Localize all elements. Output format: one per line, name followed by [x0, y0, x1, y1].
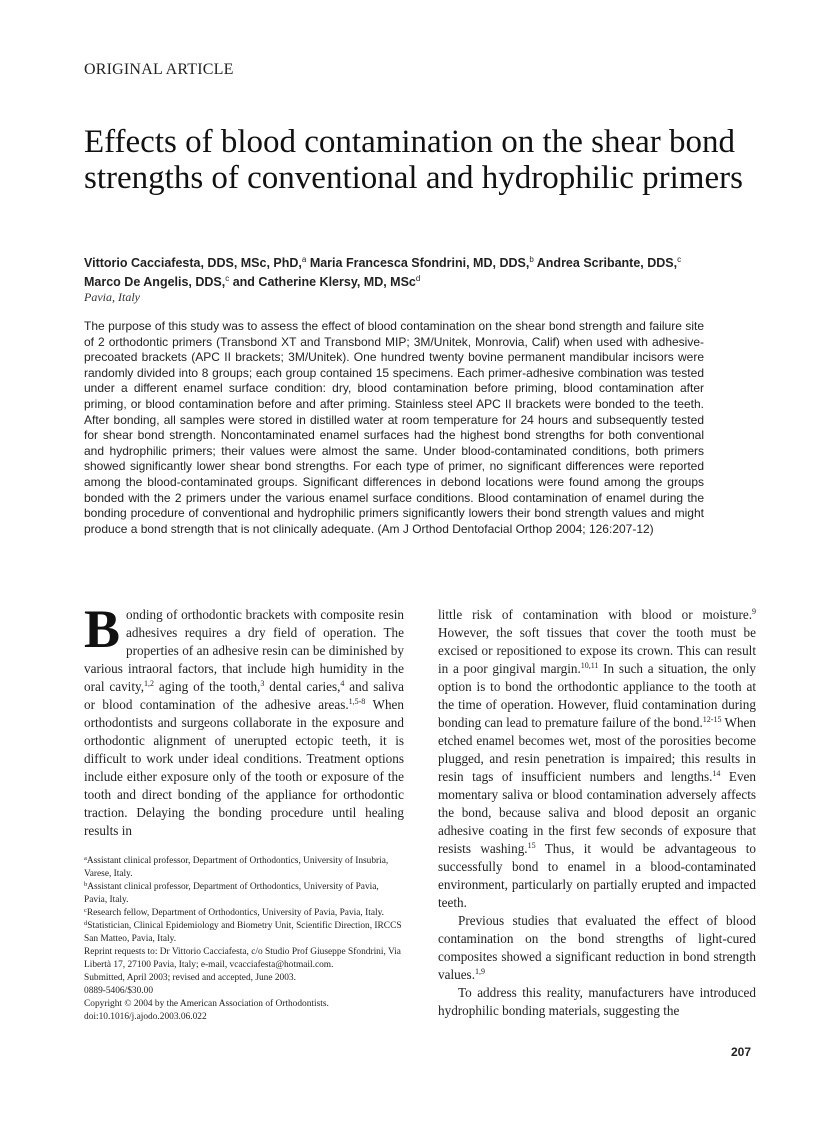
- body-paragraph: [438, 606, 756, 912]
- footnote-marker: a: [84, 855, 87, 862]
- body-text: Even momentary saliva or blood contamination adversely affects the bond, because saliva and blood deposit an organic adhesive coating in the first few seconds of exposure that resists washing.: [438, 769, 756, 856]
- author-affiliation-marker: b: [529, 255, 534, 264]
- section-label: ORIGINAL ARTICLE: [84, 61, 234, 78]
- body-paragraph: [438, 912, 756, 984]
- author-name: Maria Francesca Sfondrini, MD, DDS,: [306, 256, 530, 270]
- article-title: Effects of blood contamination on the shear bond strengths of conventional and hydrophilic primers: [84, 124, 743, 196]
- footnote-marker: c: [84, 907, 87, 914]
- citation: 1,5-8: [348, 697, 366, 706]
- citation: 4: [340, 679, 345, 688]
- body-text: However, the soft tissues that cover the tooth must be excised or repositioned to expose its crown. This can result in a poor gingival margin.: [438, 625, 756, 676]
- author-name: and Catherine Klersy, MD, MSc: [229, 275, 416, 289]
- doi: doi:10.1016/j.ajodo.2003.06.022: [84, 1012, 207, 1022]
- footnote-text: Research fellow, Department of Orthodontics, University of Pavia, Pavia, Italy.: [86, 908, 385, 918]
- citation: 1,9: [475, 967, 485, 976]
- body-text: onding of orthodontic brackets with composite resin adhesives requires a dry field of operation. The properties of an adhesive resin can be diminished by various intraoral factors, that include high humidity in the oral cavity,: [84, 607, 404, 694]
- footnote-marker: b: [84, 881, 88, 888]
- body-text: dental caries,: [264, 679, 341, 694]
- footnote-text: Assistant clinical professor, Department of Orthodontics, University of Pavia, Pavia, Italy.: [84, 882, 379, 905]
- reprint-requests: Reprint requests to: Dr Vittorio Cacciafesta, c/o Studio Prof Giuseppe Sfondrini, Via Libertà 17, 27100 Pavia, Italy; e-mail, vcacciafesta@hotmail.com.: [84, 947, 401, 970]
- issn-price: 0889-5406/$30.00: [84, 986, 154, 996]
- footnote-text: Statistician, Clinical Epidemiology and Biometry Unit, Scientific Direction, IRCCS San Matteo, Pavia, Italy.: [84, 921, 402, 944]
- footnote: [84, 920, 404, 946]
- body-text: In such a situation, the only option is to bond the orthodontic appliance to the tooth at the time of operation. However, fluid contamination during bonding can lead to premature failure of the bond.: [438, 661, 756, 730]
- affiliation-location: Pavia, Italy: [84, 290, 140, 304]
- submission-dates: Submitted, April 2003; revised and accepted, June 2003.: [84, 973, 296, 983]
- drop-cap: B: [84, 599, 121, 659]
- citation: 14: [712, 769, 721, 778]
- citation: 10,11: [580, 661, 599, 670]
- author-list: [84, 254, 764, 292]
- citation: 3: [260, 679, 265, 688]
- citation: 9: [752, 607, 756, 616]
- body-column-left: [84, 599, 404, 840]
- body-text: aging of the tooth,: [154, 679, 261, 694]
- body-paragraph: [438, 984, 756, 1020]
- body-text: and saliva or blood contamination of the adhesive areas.: [84, 679, 404, 712]
- author-name: Andrea Scribante, DDS,: [533, 256, 678, 270]
- footnote: [84, 855, 404, 881]
- footnotes: [84, 855, 404, 1024]
- author-name: Vittorio Cacciafesta, DDS, MSc, PhD,: [84, 256, 302, 270]
- body-text: little risk of contamination with blood or moisture.: [438, 607, 752, 622]
- author-affiliation-marker: c: [677, 255, 682, 264]
- author-name: Marco De Angelis, DDS,: [84, 275, 226, 289]
- body-text: Thus, it would be advantageous to successfully bond to enamel in a blood-contaminated environment, particularly on partially erupted and impacted teeth.: [438, 841, 756, 910]
- body-text: When orthodontists and surgeons collaborate in the exposure and orthodontic alignment of unerupted ectopic teeth, it is difficult to work under ideal conditions. Treatment options include either exposure only of the tooth or exposure of the tooth and direct bonding of the appliance for orthodontic traction. Delaying the bonding procedure until healing results in: [84, 697, 404, 838]
- footnote: [84, 881, 404, 907]
- author-affiliation-marker: d: [415, 274, 421, 283]
- footnote: [84, 907, 404, 920]
- footnote-marker: d: [84, 920, 88, 927]
- body-text: To address this reality, manufacturers have introduced hydrophilic bonding materials, suggesting the: [438, 985, 756, 1018]
- intro-paragraph: [84, 599, 404, 840]
- body-text: Previous studies that evaluated the effect of blood contamination on the bond strengths of light-cured composites showed a significant reduction in bond strength values.: [438, 913, 756, 982]
- page-number: 207: [731, 1045, 752, 1059]
- abstract: The purpose of this study was to assess the effect of blood contamination on the shear bond strength and failure site of 2 orthodontic primers (Transbond XT and Transbond MIP; 3M/Unitek, Monrovia, Calif) when used with adhesive-precoated brackets (APC II brackets; 3M/Unitek). One hundred twenty bovine permanent mandibular incisors were randomly divided into 8 groups; each group contained 15 specimens. Each primer-adhesive combination was tested under a different enamel surface condition: dry, blood contamination before priming, blood contamination after priming, or blood contamination before and after priming. Stainless steel APC II brackets were bonded to the teeth. After bonding, all samples were stored in distilled water at room temperature for 24 hours and subsequently tested for shear bond strength. Noncontaminated enamel surfaces had the highest bond strengths for both conventional and hydrophilic primers; their values were almost the same. Under blood-contaminated conditions, both primers showed significantly lower shear bond strengths. For each type of primer, no significant differences were reported among the blood-contaminated groups. Significant differences in debond locations were found among the groups bonded with the 2 primers under the various enamel surface conditions. Blood contamination of enamel during the bonding procedure of conventional and hydrophilic primers significantly lowers their bond strength values and might produce a bond strength that is not clinically adequate. (Am J Orthod Dentofacial Orthop 2004; 126:207-12): [84, 319, 704, 536]
- footnote-text: Assistant clinical professor, Department of Orthodontics, University of Insubria, Varese, Italy.: [84, 856, 389, 879]
- body-text: When etched enamel becomes wet, most of the porosities become plugged, and resin penetration is impaired; this results in resin tags of insufficient numbers and lengths.: [438, 715, 757, 784]
- author-affiliation-marker: c: [225, 274, 230, 283]
- citation: 12-15: [702, 715, 722, 724]
- author-affiliation-marker: a: [301, 255, 307, 264]
- citation: 15: [527, 841, 536, 850]
- body-column-right: [438, 606, 756, 1020]
- citation: 1,2: [144, 679, 155, 688]
- copyright-notice: Copyright © 2004 by the American Association of Orthodontists.: [84, 999, 329, 1009]
